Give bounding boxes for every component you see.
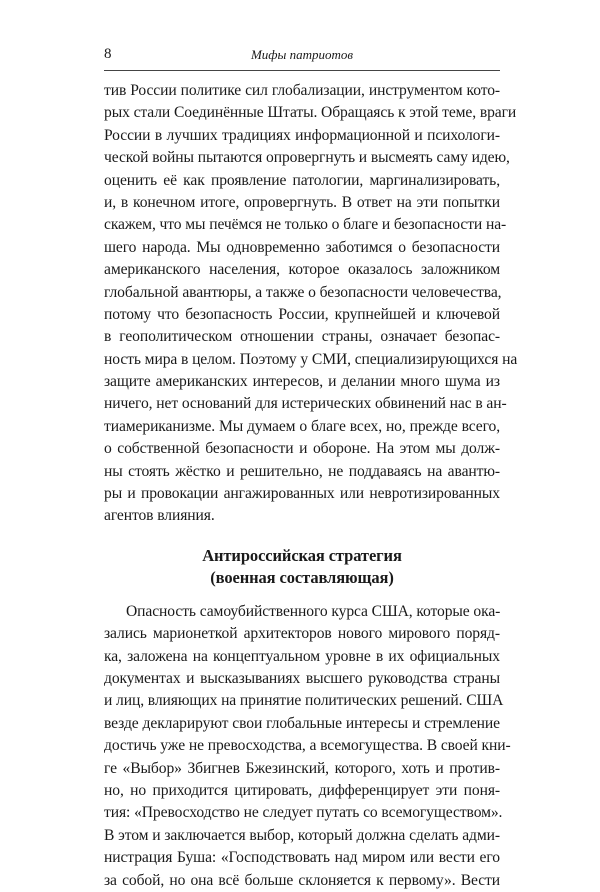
text-line: потому что безопасность России, крупнейшей и ключевой	[104, 305, 500, 323]
text-line: но, но приходится цитировать, дифференцирует эти поня-	[104, 781, 500, 799]
page-body	[104, 80, 518, 892]
text-line: тиамериканизме. Мы думаем о благе всех, но, прежде всего,	[104, 417, 500, 435]
section-heading-line-1: Антироссийская стратегия	[202, 545, 402, 565]
text-line: достичь уже не превосходства, а всемогущества. В своей кни-	[104, 737, 511, 755]
text-line: ческой войны пытаются опровергнуть и высмеять саму идею,	[104, 149, 510, 167]
text-line: зались марионеткой архитекторов нового мирового поряд-	[104, 625, 500, 643]
text-line: нистрация Буша: «Господствовать над миром или вести его	[104, 849, 500, 867]
text-line: ге «Выбор» Збигнев Бжезинский, которого, хоть и против-	[104, 759, 500, 777]
text-line: ры и провокации ангажированных или невротизированных	[104, 485, 500, 503]
running-header	[104, 44, 500, 71]
text-line: скажем, что мы печёмся не только о благе и безопасности на-	[104, 216, 507, 234]
text-line: оценить её как проявление патологии, маргинализировать,	[104, 171, 500, 189]
text-line: рых стали Соединённые Штаты. Обращаясь к этой теме, враги	[104, 104, 517, 122]
paragraph-1	[104, 80, 518, 528]
text-line: Опасность самоубийственного курса США, которые ока-	[126, 602, 501, 620]
text-line: тия: «Превосходство не следует путать со всемогуществом».	[104, 804, 503, 822]
section-heading-line-2: (военная составляющая)	[210, 567, 394, 587]
text-line: В этом и заключается выбор, который должна сделать адми-	[104, 826, 500, 844]
text-line: американского населения, которое оказалось заложником	[104, 261, 500, 279]
text-line: везде декларируют свои глобальные интересы и стремление	[104, 714, 500, 732]
running-title: Мифы патриотов	[250, 47, 354, 62]
paragraph-2	[104, 601, 511, 892]
text-line: за собой, но она всё больше склоняется к первому». Вести	[104, 871, 500, 889]
text-line: в геополитическом отношении страны, означает безопас-	[104, 328, 500, 346]
text-line: и лиц, влияющих на принятие политических решений. США	[104, 692, 504, 710]
text-line: о собственной безопасности и обороне. На этом мы долж-	[104, 440, 500, 458]
text-line: документах и высказываниях высшего руководства страны	[104, 669, 500, 687]
text-line: России в лучших традициях информационной и психологи-	[104, 126, 500, 144]
text-line: и, в конечном итоге, опровергнуть. В ответ на эти попытки	[104, 193, 500, 211]
text-line: тив России политике сил глобализации, инструментом кото-	[104, 82, 500, 99]
text-line: ничего, нет оснований для истерических обвинений нас в ан-	[104, 395, 507, 413]
page-number: 8	[104, 46, 112, 62]
text-line: ность мира в целом. Поэтому у СМИ, специализирующихся на	[104, 350, 518, 368]
text-line: шего народа. Мы одновременно заботимся о безопасности	[104, 238, 500, 256]
text-line: ны стоять жёстко и решительно, не поддаваясь на авантю-	[104, 462, 500, 480]
text-line: глобальной авантюры, а также о безопасности человечества,	[104, 283, 502, 301]
text-line: защите американских интересов, и делании много шума из	[104, 373, 500, 391]
section-heading	[104, 545, 500, 589]
text-line: ка, заложена на концептуальном уровне в их официальных	[104, 647, 500, 665]
text-line: агентов влияния.	[104, 507, 215, 525]
